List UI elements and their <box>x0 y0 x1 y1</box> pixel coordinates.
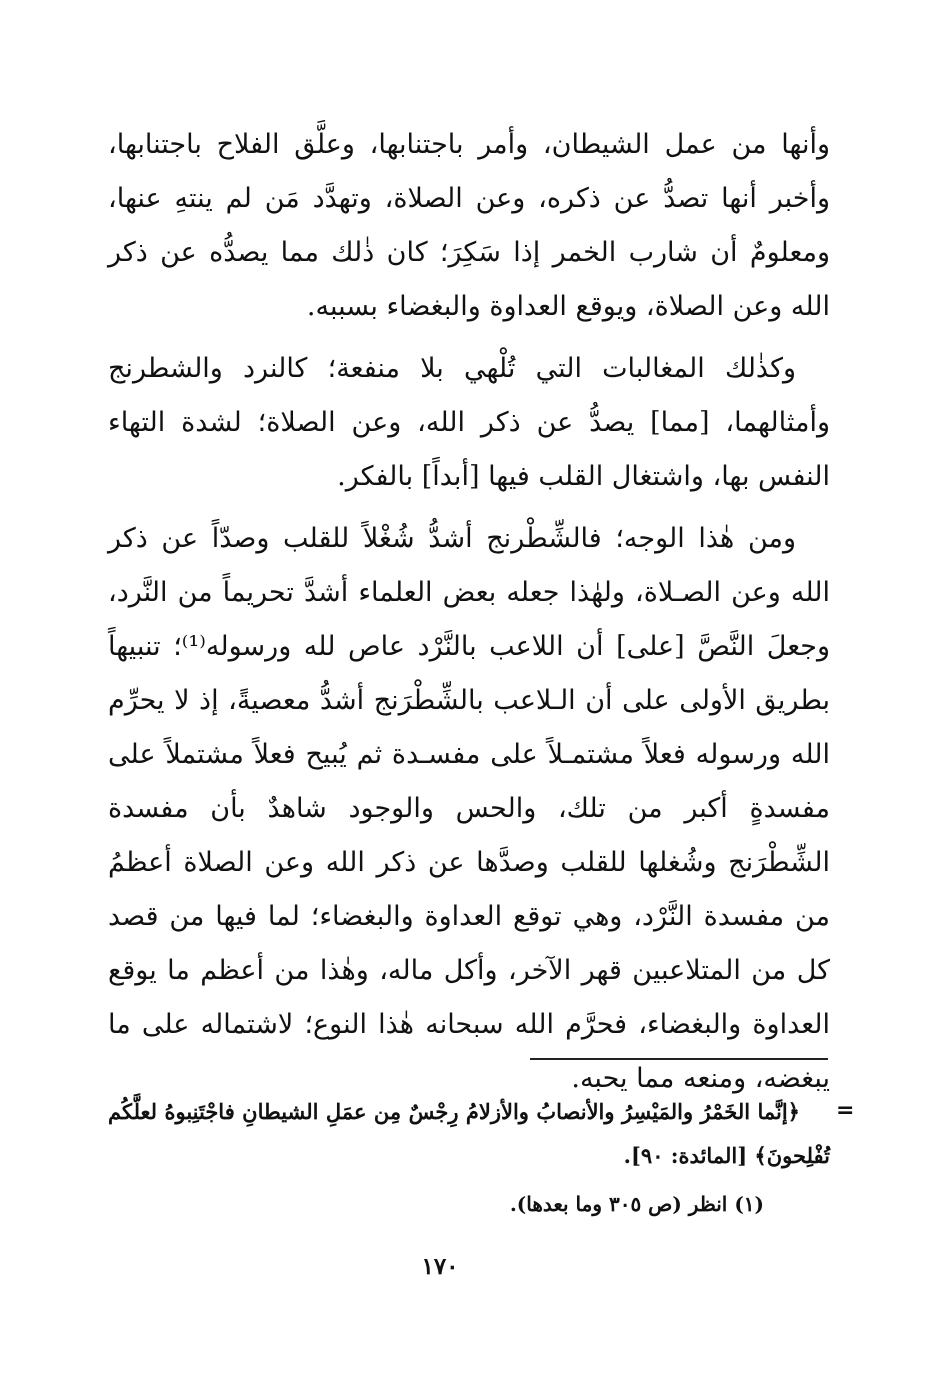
paragraph-1: وأنها من عمل الشيطان، وأمر باجتنابها، وعلَّق الفلاح باجتنابها، وأخبر أنها تصدُّ عن ذكره، وعن الصلاة، وتهدَّد مَن لم ينتهِ عنها، ومعلومٌ أن شارب الخمر إذا سَكِرَ؛ كان ذٰلك مما يصدُّه عن ذكر الله وعن الصلاة، ويوقع العداوة والبغضاء بسببه. <box>108 129 830 322</box>
footnote-1: (١) انظر (ص ٣٠٥ وما بعدها). <box>509 1192 764 1216</box>
paragraph-3: ومن هٰذا الوجه؛ فالشِّطْرنج أشدُّ شُغْلاً للقلب وصدّاً عن ذكر الله وعن الصـلاة، ولهٰذا جعله بعض العلماء أشدَّ تحريماً من النَّرد، وجعلَ النَّصَّ [على] أن اللاعب بالنَّرْد عاص لله ورسوله⁽¹⁾؛ تنبيهاً بطريق الأولى على أن الـلاعب بالشِّطْرَنج أشدُّ معصيةً، إذ لا يحرِّم الله ورسوله فعلاً مشتمـلاً على مفسـدة ثم يُبيح فعلاً مشتملاً على مفسدةٍ أكبر من تلك، والحس والوجود شاهدٌ بأن مفسدة الشِّطْرَنج وشُغلها للقلب وصدَّها عن ذكر الله وعن الصلاة أعظمُ من مفسدة النَّرْد، وهي توقع العداوة والبغضاء؛ لما فيها من قصد كل من المتلاعبين قهر الآخر، وأكل ماله، وهٰذا من أعظم ما يوقع العداوة والبغضاء، فحرَّم الله سبحانه هٰذا النوع؛ لاشتماله على ما يبغضه، ومنعه مما يحبه. <box>108 523 830 1094</box>
page-number: ١٧٠ <box>421 1253 459 1280</box>
footnote-continuation-mark: = <box>836 1098 855 1123</box>
paragraph-2: وكذٰلك المغالبات التي تُلْهي بلا منفعة؛ كالنرد والشطرنج وأمثالهما، [مما] يصدُّ عن ذكر الله، وعن الصلاة؛ لشدة التهاء النفس بها، واشتغال القلب فيها [أبداً] بالفكر. <box>108 353 830 492</box>
footnotes <box>108 1090 830 1226</box>
footnote-separator <box>530 1058 828 1060</box>
main-text <box>108 118 830 1114</box>
footnote-quran-quote: ﴿إنَّما الخَمْرُ والمَيْسِرُ والأنصابُ والأزلامُ رِجْسٌ مِن عمَلِ الشيطانِ فاجْتَنِبوهُ لعلَّكُم تُفْلِحونَ﴾ [المائدة: ٩٠]. <box>108 1099 830 1168</box>
